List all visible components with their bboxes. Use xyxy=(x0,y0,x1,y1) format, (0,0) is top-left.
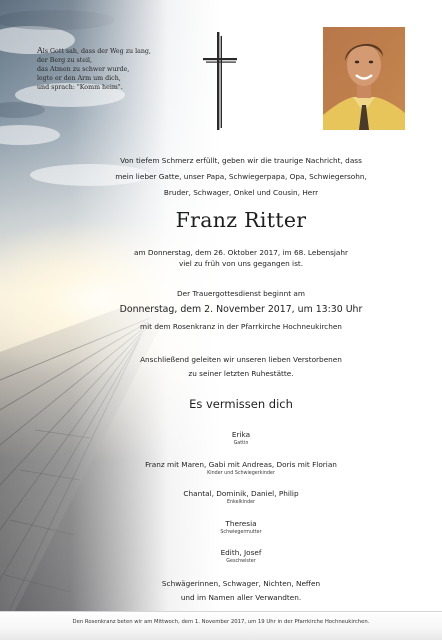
mourner-role: Gattin xyxy=(233,441,249,446)
mourner-role: Geschwister xyxy=(226,559,256,564)
closing-text xyxy=(60,577,422,605)
service-date: Donnerstag, dem 2. November 2017, um 13:30 Uhr xyxy=(119,304,363,315)
mourner-name: Franz mit Maren, Gabi mit Andreas, Doris mit Florian xyxy=(145,460,337,469)
death-date-line: am Donnerstag, dem 26. Oktober 2017, im 68. Lebensjahr xyxy=(133,248,349,257)
announcement-line: Von tiefem Schmerz erfüllt, geben wir die traurige Nachricht, dass xyxy=(120,156,362,165)
poem-line: legte er den Arm um dich, xyxy=(37,74,121,82)
mourner-role: Enkelkinder xyxy=(226,500,256,505)
announcement-text xyxy=(60,153,422,201)
mourner-group xyxy=(60,460,422,478)
farewell-line: zu seiner letzten Ruhestätte. xyxy=(188,369,294,378)
mourner-name: Erika xyxy=(231,430,251,439)
footer-divider xyxy=(0,611,442,612)
poem-line: der Berg zu steil, xyxy=(37,56,93,64)
poem-line: und sprach: "Komm heim". xyxy=(37,83,123,91)
closing-line: Schwägerinnen, Schwager, Nichten, Neffen xyxy=(161,579,321,588)
death-date-text xyxy=(60,247,422,269)
mourner-role: Schwiegermutter xyxy=(220,530,262,535)
mourner-group xyxy=(60,548,422,566)
cross-icon xyxy=(200,30,240,132)
mourner-name: Theresia xyxy=(225,519,257,528)
poem-line: Als Gott sah, dass der Weg zu lang, xyxy=(37,46,151,55)
footer-bar xyxy=(0,611,442,640)
rosary-notice: Den Rosenkranz beten wir am Mittwoch, dem 1. November 2017, um 19 Uhr in der Pfarrkirche Hochneukirchen. xyxy=(72,619,370,625)
mourner-role: Kinder und Schwiegerkinder xyxy=(207,471,275,476)
mourner-name: Chantal, Dominik, Daniel, Philip xyxy=(183,489,299,498)
poem-line: das Atmen zu schwer wurde, xyxy=(37,65,130,73)
mourner-group xyxy=(60,430,422,448)
mourner-group xyxy=(60,489,422,507)
portrait-photo xyxy=(323,27,405,130)
deceased-name: Franz Ritter xyxy=(175,208,307,232)
mourners-heading: Es vermissen dich xyxy=(189,397,293,411)
announcement-line: Bruder, Schwager, Onkel und Cousin, Herr xyxy=(163,188,319,197)
announcement-line: mein lieber Gatte, unser Papa, Schwiegerpapa, Opa, Schwiegersohn, xyxy=(115,172,367,181)
service-intro: Der Trauergottesdienst beginnt am xyxy=(177,289,305,298)
death-date-line: viel zu früh von uns gegangen ist. xyxy=(178,259,304,268)
service-place: mit dem Rosenkranz in der Pfarrkirche Hochneukirchen xyxy=(140,322,342,331)
mourner-name: Edith, Josef xyxy=(220,548,262,557)
farewell-text xyxy=(60,353,422,381)
closing-line: und im Namen aller Verwandten. xyxy=(180,593,302,602)
mourner-group xyxy=(60,519,422,537)
farewell-line: Anschließend geleiten wir unseren lieben Verstorbenen xyxy=(140,355,342,364)
memorial-poem xyxy=(37,47,187,93)
